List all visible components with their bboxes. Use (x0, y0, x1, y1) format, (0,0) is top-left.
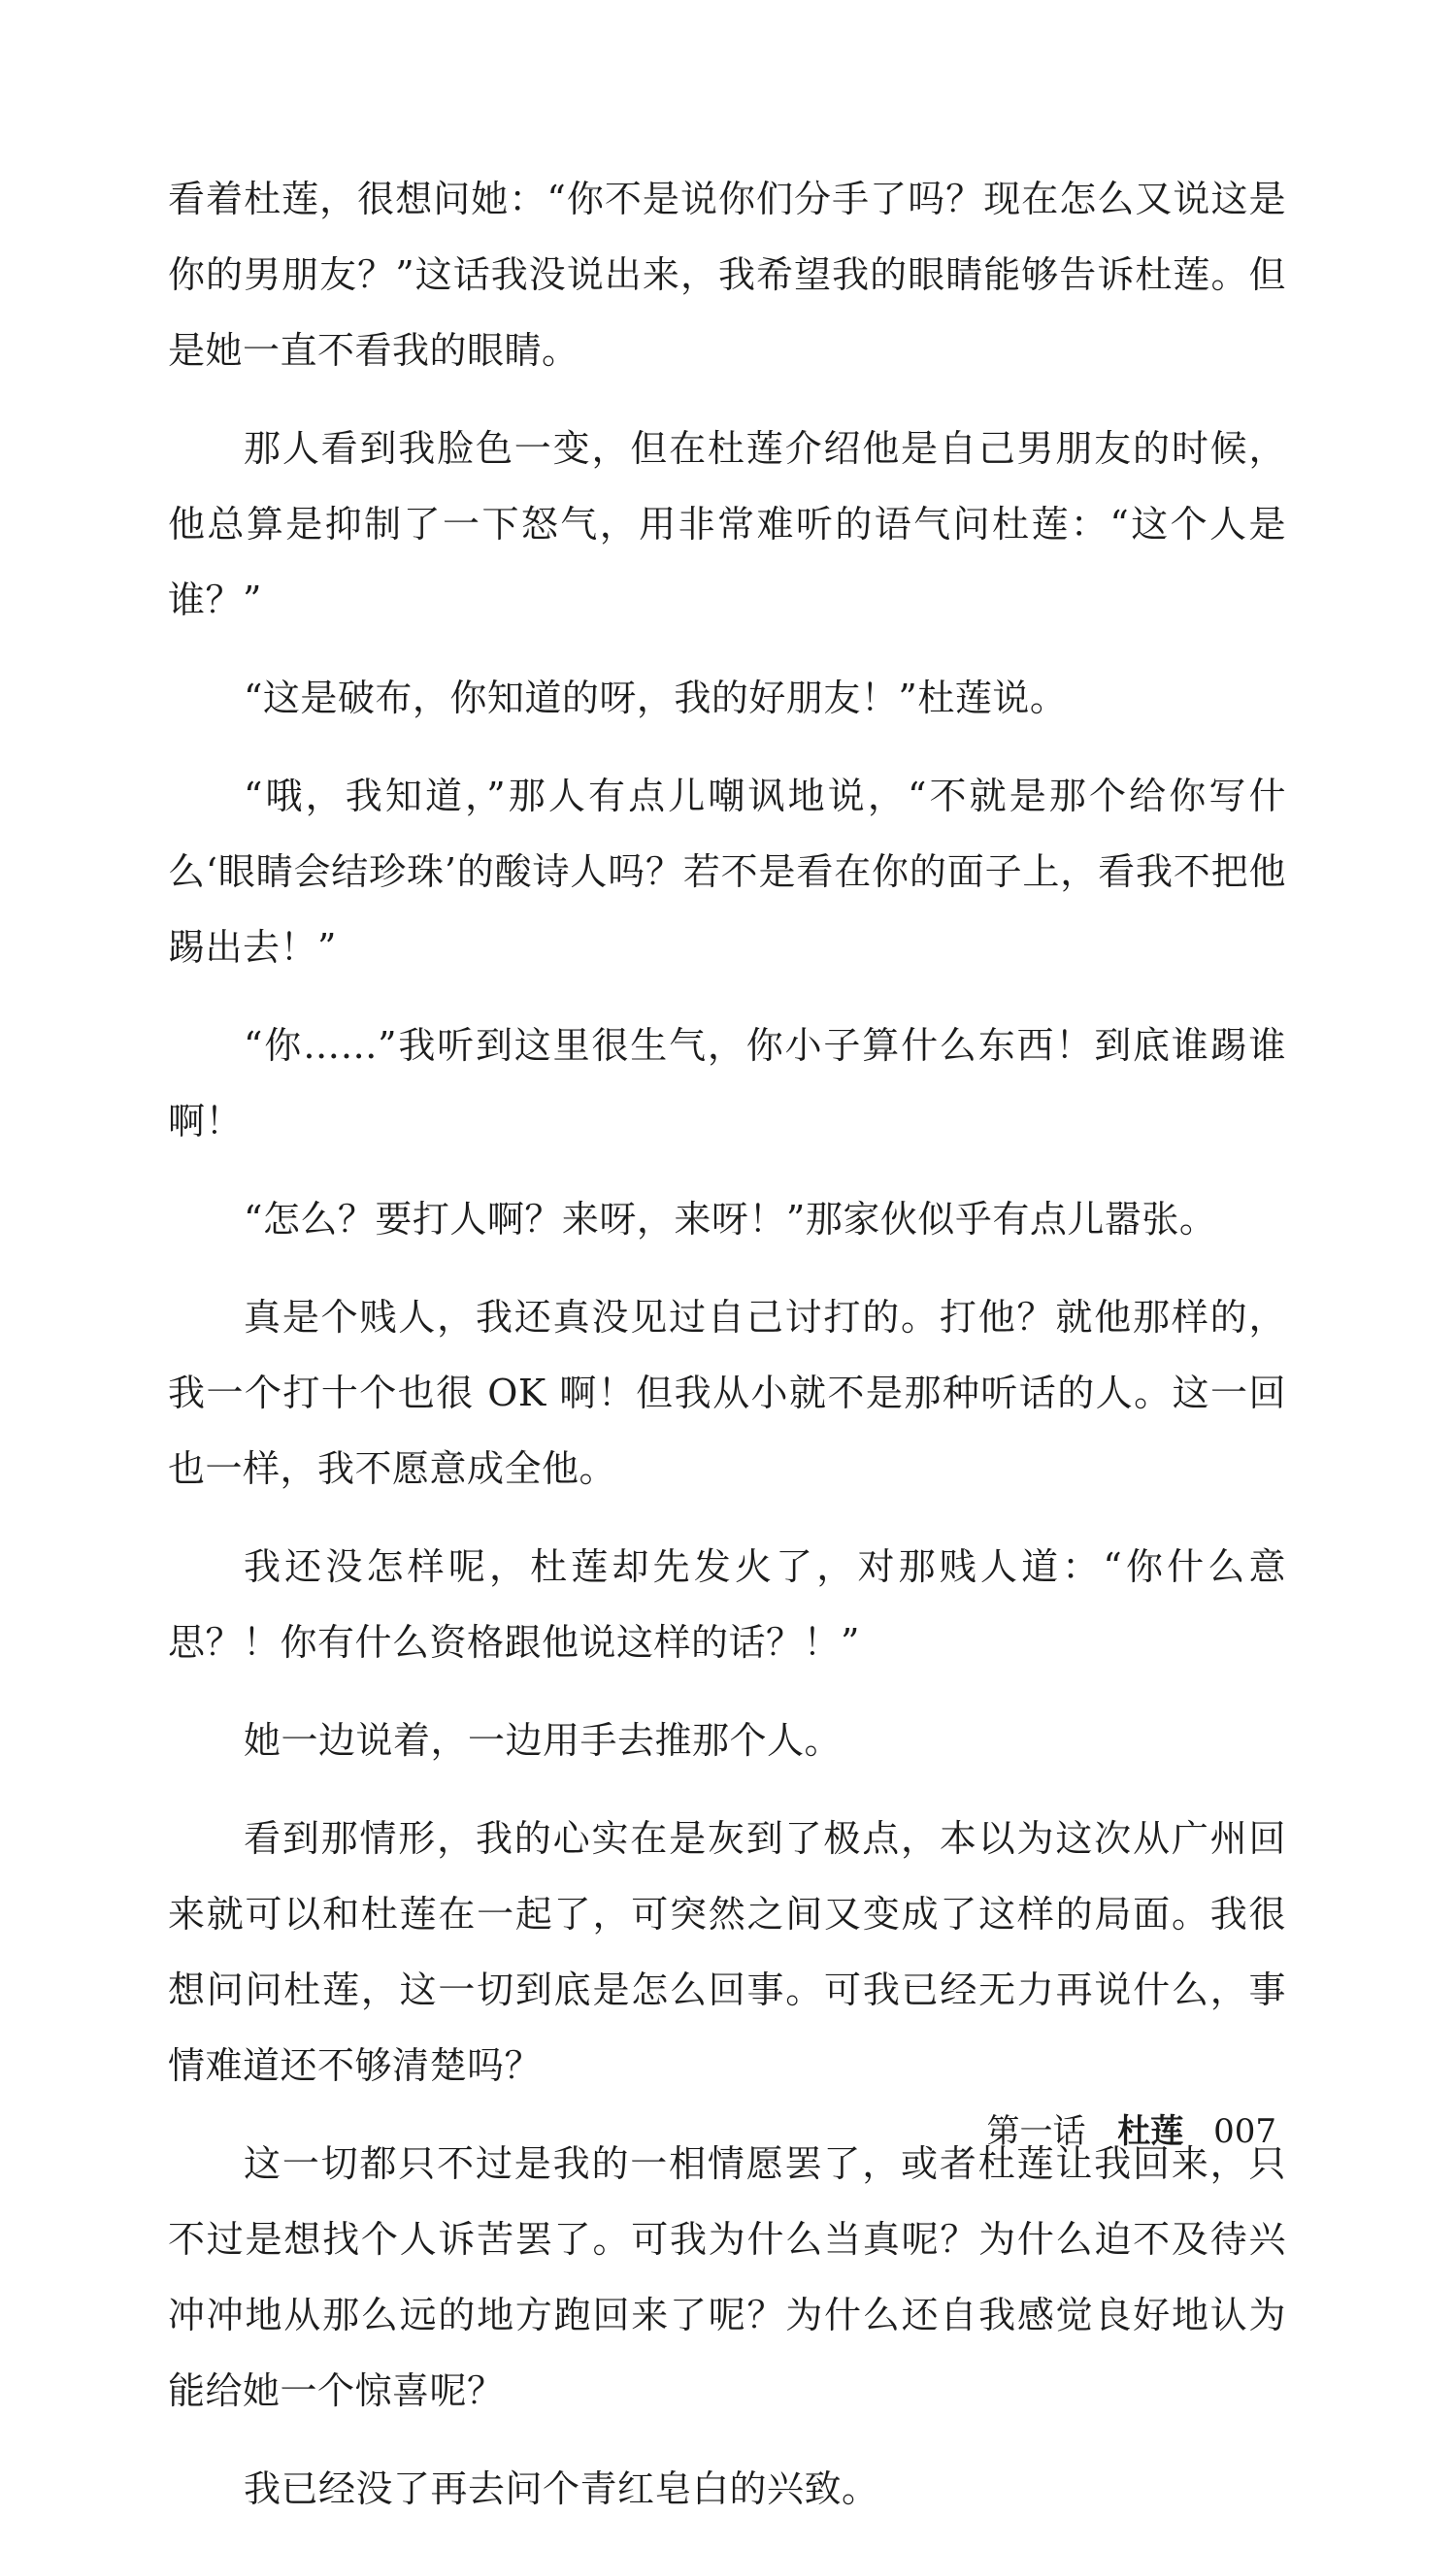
paragraph-7: 真是个贱人，我还真没见过自己讨打的。打他？就他那样的，我一个打十个也很 OK 啊！但我从小就不是那种听话的人。这一回也一样，我不愿意成全他。 (168, 1296, 1286, 1490)
paragraph-3: “这是破布，你知道的呀，我的好朋友！”杜莲说。 (244, 677, 1068, 719)
paragraph-1: 看着杜莲，很想问她：“你不是说你们分手了吗？现在怎么又说这是你的男朋友？”这话我没说出来，我希望我的眼睛能够告诉杜莲。但是她一直不看我的眼睛。 (168, 178, 1286, 372)
page-footer (986, 2104, 1276, 2152)
body-text (168, 161, 1286, 2549)
paragraph-2: 那人看到我脸色一变，但在杜莲介绍他是自己男朋友的时候，他总算是抑制了一下怒气，用非常难听的语气问杜莲：“这个人是谁？” (168, 427, 1286, 621)
paragraph-10: 看到那情形，我的心实在是灰到了极点，本以为这次从广州回来就可以和杜莲在一起了，可突然之间又变成了这样的局面。我很想问问杜莲，这一切到底是怎么回事。可我已经无力再说什么，事情难道还不够清楚吗？ (168, 1817, 1286, 2087)
paragraph-11: 这一切都只不过是我的一相情愿罢了，或者杜莲让我回来，只不过是想找个人诉苦罢了。可我为什么当真呢？为什么迫不及待兴冲冲地从那么远的地方跑回来了呢？为什么还自我感觉良好地认为能给她一个惊喜呢？ (168, 2142, 1286, 2412)
paragraph-6: “怎么？要打人啊？来呀，来呀！”那家伙似乎有点儿嚣张。 (244, 1198, 1217, 1241)
paragraph-8: 我还没怎样呢，杜莲却先发火了，对那贱人道：“你什么意思？！你有什么资格跟他说这样的话？！” (168, 1545, 1286, 1664)
paragraph-4: “哦，我知道，”那人有点儿嘲讽地说，“不就是那个给你写什么‘眼睛会结珍珠’的酸诗人吗？若不是看在你的面子上，看我不把他踢出去！” (168, 775, 1286, 969)
paragraph-5: “你……”我听到这里很生气，你小子算什么东西！到底谁踢谁啊！ (168, 1024, 1286, 1142)
chapter-label: 第一话 (986, 2112, 1086, 2151)
paragraph-9: 她一边说着，一边用手去推那个人。 (244, 1719, 843, 1762)
chapter-title: 杜莲 (1117, 2112, 1184, 2151)
page-number: 007 (1213, 2112, 1276, 2151)
paragraph-12: 我已经没了再去问个青红皂白的兴致。 (244, 2467, 879, 2510)
